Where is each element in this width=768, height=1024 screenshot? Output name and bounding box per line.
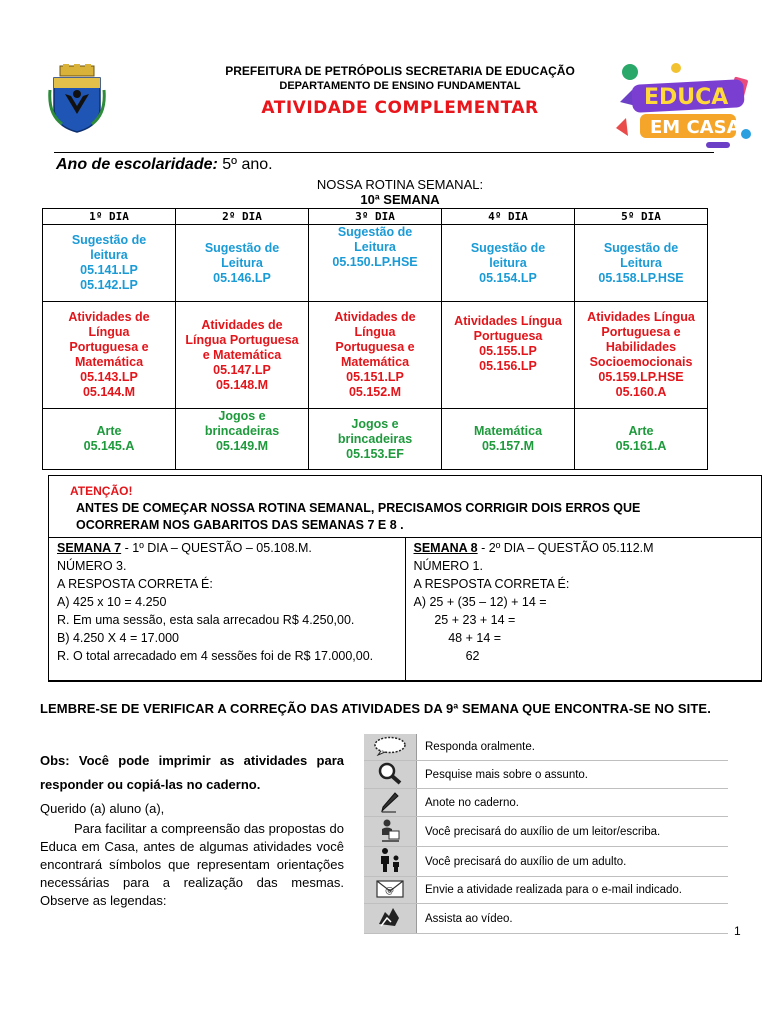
correction-line: A) 25 + (35 – 12) + 14 = [413,595,547,609]
magnifier-icon [364,761,417,789]
legend-row [364,904,728,934]
week-title: 10ª SEMANA [360,192,440,207]
reading-cell: Sugestão de Leitura 05.150.LP.HSE [309,225,442,302]
reminder-text: LEMBRE-SE DE VERIFICAR A CORREÇÃO DAS ATIVIDADES DA 9ª SEMANA QUE ENCONTRA-SE NO SITE. [40,701,711,716]
attention-text: ANTES DE COMEÇAR NOSSA ROTINA SEMANAL, PRECISAMOS CORRIGIR DOIS ERROS QUE OCORRERAM NOS GABARITOS DAS SEMANAS 7 E 8 . [76,501,641,532]
header-line-2: DEPARTAMENTO DE ENSINO FUNDAMENTAL [279,80,521,92]
legend-text: Envie a atividade realizada para o e-mail indicado. [417,877,729,904]
city-crest-logo [48,64,106,134]
page-title: ATIVIDADE COMPLEMENTAR [261,98,539,118]
activity-cell: Atividades de Língua Portuguesa e Matemática 05.143.LP 05.144.M [43,302,176,409]
symbols-legend [364,734,728,934]
week8-question: - 2º DIA – QUESTÃO 05.112.M [477,541,654,555]
correction-line: NÚMERO 1. [413,559,483,573]
legend-row [364,877,728,904]
educa-em-casa-logo [606,56,756,156]
day-header: 2º DIA [176,209,309,225]
legend-text: Você precisará do auxílio de um leitor/escriba. [417,817,729,847]
erratum-row [49,538,762,682]
legend-text: Assista ao vídeo. [417,904,729,934]
reading-cell: Sugestão de leitura 05.141.LP 05.142.LP [43,225,176,302]
logo-text-line-1: EDUCA [644,85,729,110]
schedule-header-row [43,209,708,225]
legend-text: Você precisará do auxílio de um adulto. [417,847,729,877]
week7-correction [49,538,406,682]
extra-cell: Jogos e brincadeiras 05.149.M [176,409,309,470]
week8-label: SEMANA 8 [413,541,478,555]
reading-cell: Sugestão de leitura 05.154.LP [442,225,575,302]
legend-text: Pesquise mais sobre o assunto. [417,761,729,789]
correction-line: NÚMERO 3. [57,559,127,573]
extra-cell: Arte 05.161.A [575,409,708,470]
intro-paragraph: Para facilitar a compreensão das propostas do Educa em Casa, antes de algumas atividades você encontrará símbolos que representam orientações necessárias para a realização das mesmas. Observe as legendas: [40,821,344,908]
greeting: Querido (a) aluno (a), [40,801,165,816]
correction-line: 62 [413,649,480,663]
activity-cell: Atividades Língua Portuguesa 05.155.LP 05.156.LP [442,302,575,409]
adult-child-icon [364,847,417,877]
correction-line: 48 + 14 = [413,631,502,645]
week7-label: SEMANA 7 [57,541,122,555]
legend-row [364,761,728,789]
legend-text: Anote no caderno. [417,789,729,817]
week7-question: - 1º DIA – QUESTÃO – 05.108.M. [121,541,312,555]
correction-line: R. O total arrecadado em 4 sessões foi de R$ 17.000,00. [57,649,374,663]
extra-cell: Matemática 05.157.M [442,409,575,470]
extra-cell: Jogos e brincadeiras 05.153.EF [309,409,442,470]
correction-line: A) 425 x 10 = 4.250 [57,595,167,609]
day-header: 1º DIA [43,209,176,225]
correction-line: A RESPOSTA CORRETA É: [57,577,213,591]
email-icon [364,877,417,904]
correction-line: B) 4.250 X 4 = 17.000 [57,631,179,645]
activity-cell: Atividades de Língua Portuguesa e Matemática 05.151.LP 05.152.M [309,302,442,409]
day-header: 5º DIA [575,209,708,225]
legend-row [364,847,728,877]
school-year-value: 5º ano. [217,156,273,173]
school-year [56,156,273,174]
correction-line: R. Em uma sessão, esta sala arrecadou R$ 4.250,00. [57,613,355,627]
correction-line: A RESPOSTA CORRETA É: [413,577,570,591]
svg-text:@: @ [385,885,394,896]
erratum-table [48,537,762,682]
reader-icon [364,817,417,847]
pencil-icon [364,789,417,817]
logo-text-line-2: EM CASA [650,117,741,138]
legend-row [364,734,728,761]
reading-cell: Sugestão de Leitura 05.146.LP [176,225,309,302]
reading-cell: Sugestão de Leitura 05.158.LP.HSE [575,225,708,302]
reading-row [43,225,708,302]
legend-text: Responda oralmente. [417,734,729,761]
extra-row [43,409,708,470]
legend-row [364,817,728,847]
day-header: 3º DIA [309,209,442,225]
header-divider [54,152,714,153]
observation-text: Obs: Você pode imprimir as atividades para responder ou copiá-las no caderno. [40,753,344,792]
attention-title: ATENÇÃO! [70,484,133,498]
legend-row [364,789,728,817]
speech-bubble-icon [364,734,417,761]
page-number: 1 [734,924,741,938]
header-line-1: PREFEITURA DE PETRÓPOLIS SECRETARIA DE EDUCAÇÃO [225,64,575,78]
activities-row [43,302,708,409]
video-icon [364,904,417,934]
weekly-schedule-table [42,208,708,470]
routine-title: NOSSA ROTINA SEMANAL: [316,177,484,192]
activity-cell: Atividades Língua Portuguesa e Habilidades Socioemocionais 05.159.LP.HSE 05.160.A [575,302,708,409]
correction-line: 25 + 23 + 14 = [413,613,516,627]
activity-cell: Atividades de Língua Portuguesa e Matemática 05.147.LP 05.148.M [176,302,309,409]
week8-correction [405,538,762,682]
week8-heading [414,539,758,557]
extra-cell: Arte 05.145.A [43,409,176,470]
school-year-label: Ano de escolaridade: [56,156,218,173]
day-header: 4º DIA [442,209,575,225]
week7-heading [57,539,401,557]
